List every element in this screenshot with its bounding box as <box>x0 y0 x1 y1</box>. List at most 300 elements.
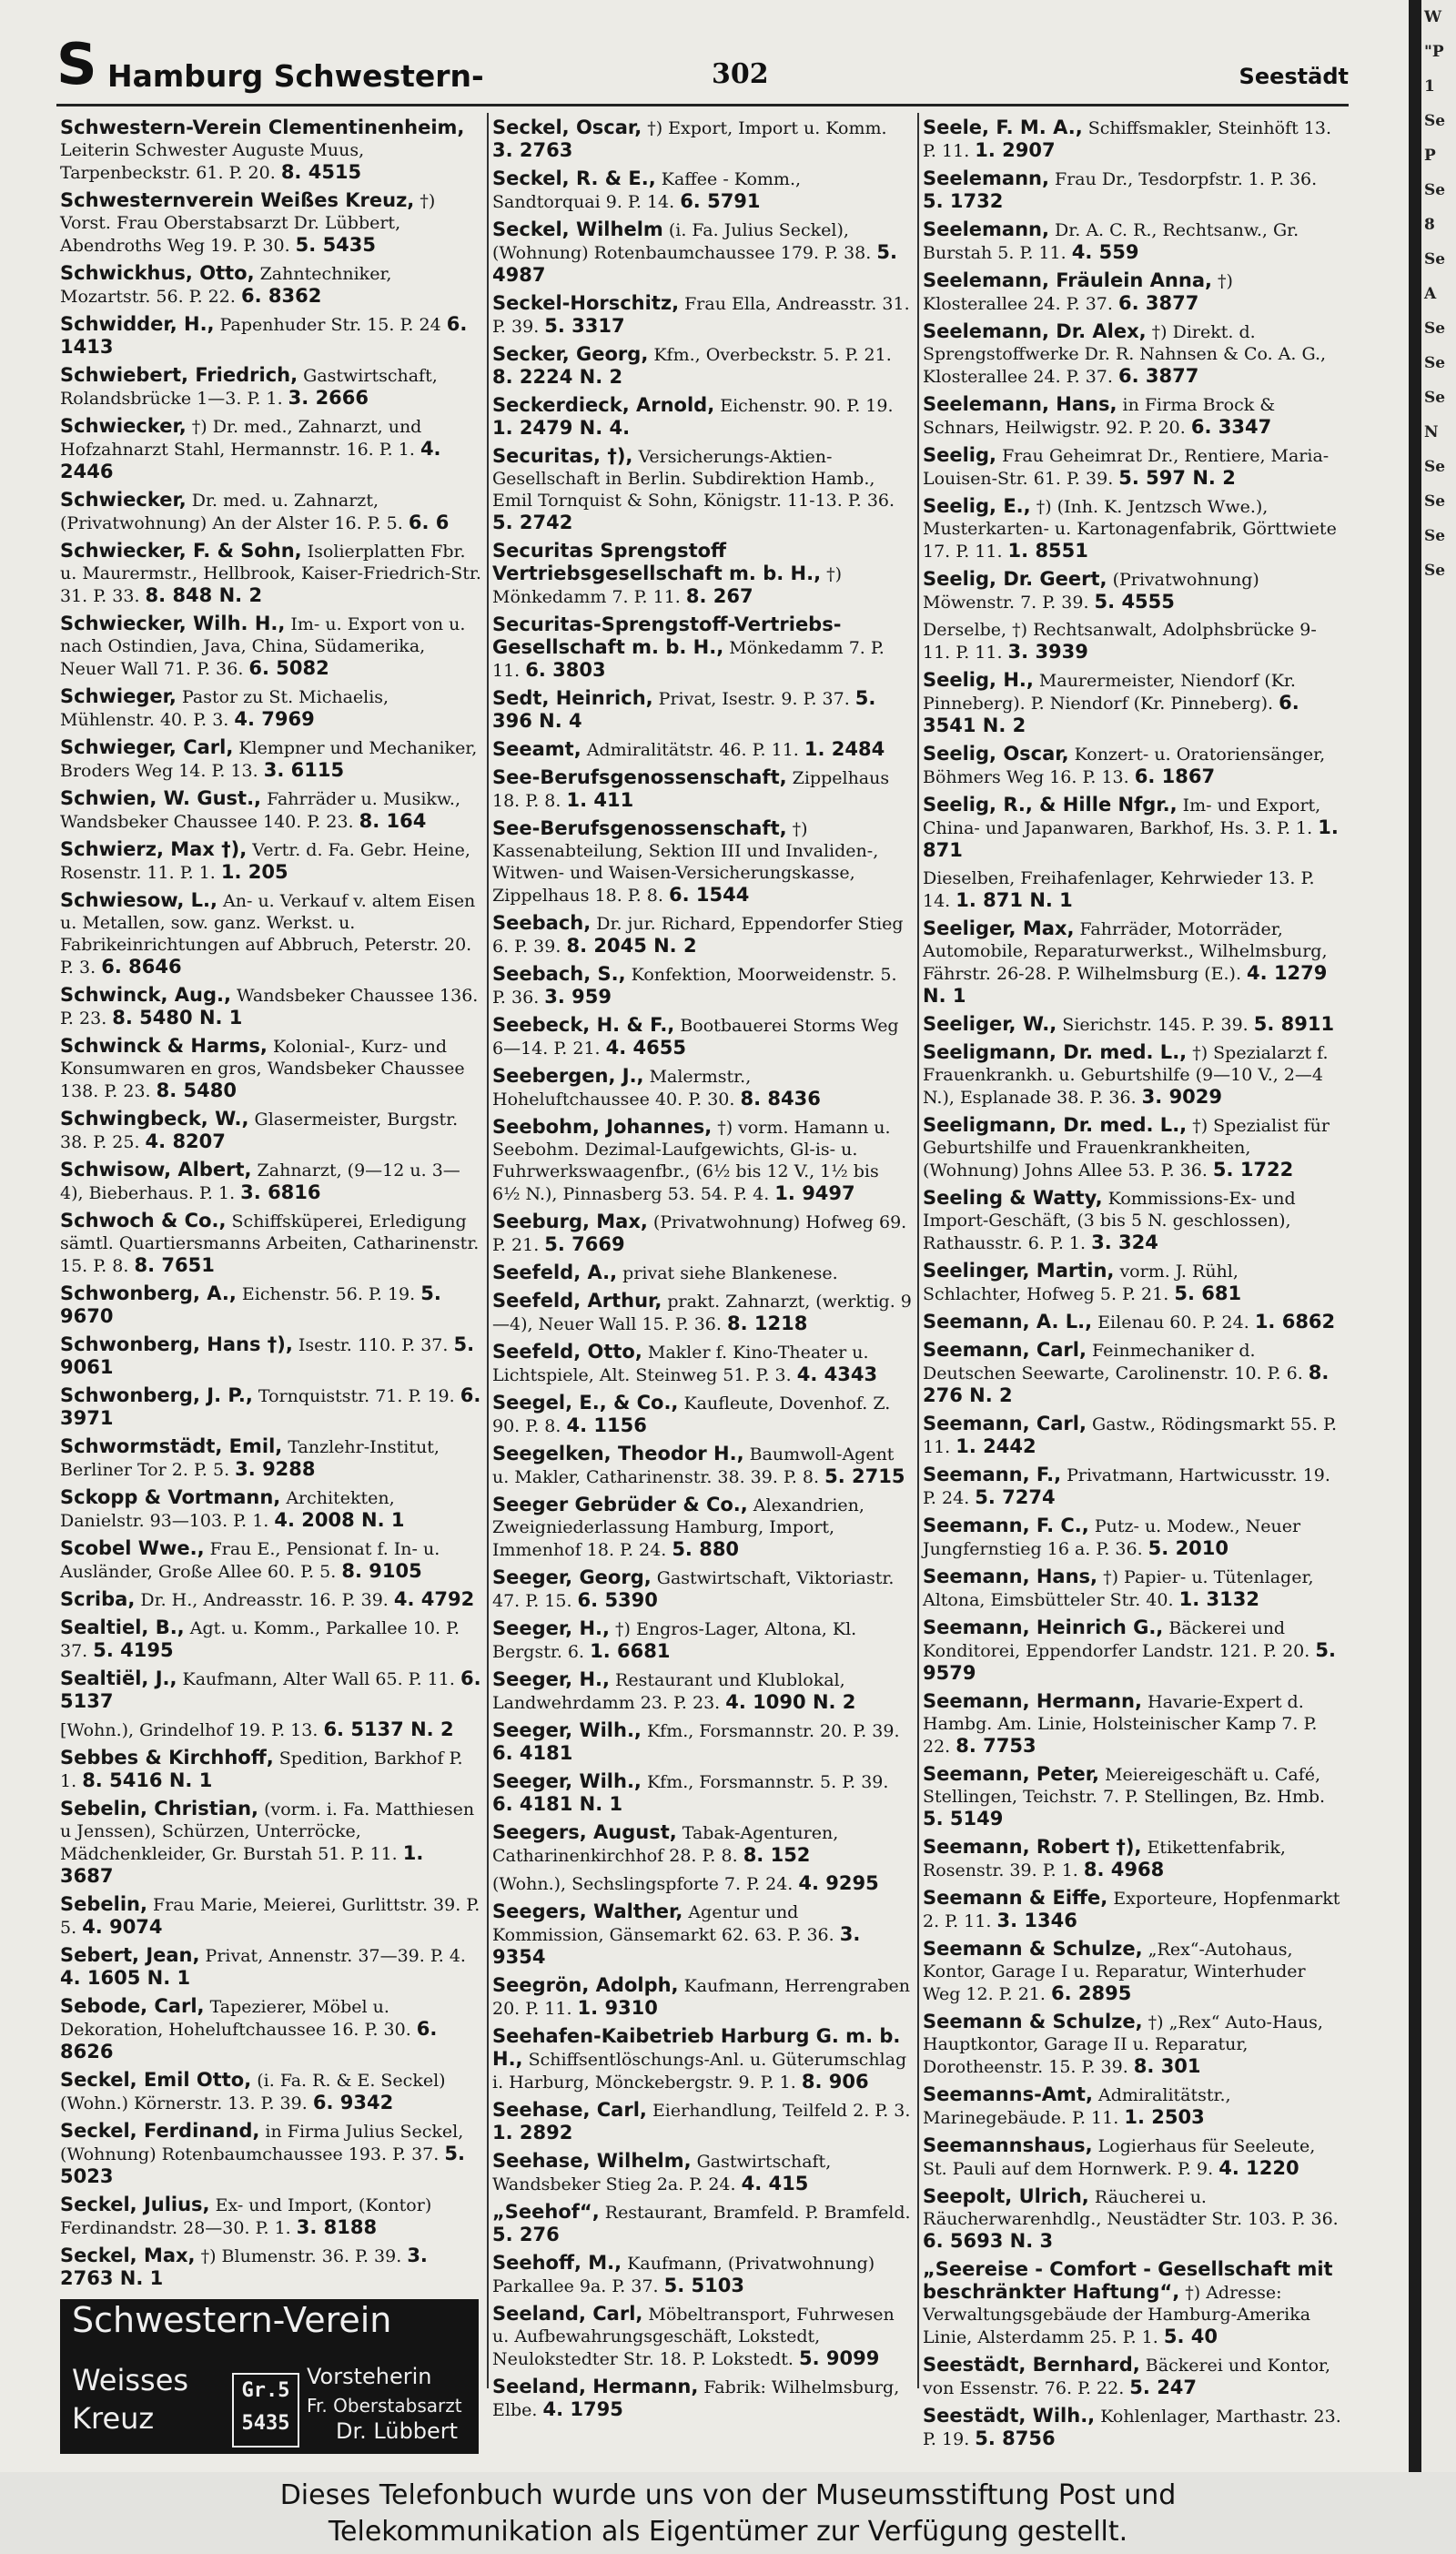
entry-name: Securitas Sprengstoff Vertriebsgesellschaft m. b. H., <box>492 540 822 584</box>
directory-entry <box>923 1617 1342 1685</box>
entry-phone: 6. 8646 <box>101 956 182 978</box>
entry-name: Seckerdieck, Arnold, <box>492 394 715 416</box>
entry-details: Wandsbeker Chaussee 136. P. 23. <box>60 986 479 1029</box>
edge-fragment: Se <box>1424 112 1446 130</box>
directory-entry <box>923 1013 1342 1036</box>
directory-entry <box>60 2120 481 2188</box>
entry-details: Bäckerei und Konditorei, Eppendorfer Landstr. 121. P. 20. <box>923 1618 1310 1661</box>
entry-details: Maurermeister, Niendorf (Kr. Pinneberg). P. Niendorf (Kr. Pinneberg). <box>923 671 1296 714</box>
ad-line-1: Weisses <box>72 2363 189 2397</box>
entry-details: Tabak-Agenturen, Catharinenkirchhof 28. P. 8. <box>492 1823 839 1866</box>
directory-entry <box>60 1210 481 1277</box>
entry-name: Sealtiël, J., <box>60 1667 177 1689</box>
entry-phone: 6. 5137 <box>60 1667 481 1712</box>
entry-phone: 4. 7969 <box>234 708 315 730</box>
entry-name: Seefeld, Arthur, <box>492 1290 662 1312</box>
entry-name: Seeger, Georg, <box>492 1566 652 1588</box>
entry-phone: 6. 3971 <box>60 1384 481 1429</box>
entry-phone: 8. 276 N. 2 <box>923 1362 1330 1406</box>
entry-name: Seeland, Carl, <box>492 2303 643 2325</box>
entry-phone: 4. 4343 <box>796 1363 878 1385</box>
entry-details: Privat, Annenstr. 37—39. P. 4. <box>205 1946 466 1966</box>
entry-phone: 3. 9354 <box>492 1923 861 1968</box>
entry-details: Bäckerei und Kontor, von Essenstr. 76. P. 22. <box>923 2356 1331 2398</box>
entry-details: An- u. Verkauf v. altem Eisen u. Metallen, sow. ganz. Werkst. u. Fabrikeinrichtungen auf Abbruch, Peterstr. 20. P. 3. <box>60 891 476 978</box>
ad-phone-line-1: Gr.5 <box>241 2379 290 2402</box>
entry-details: †) Spezialarzt f. Frauenkrankh. u. Geburtshilfe (9—10 V., 2—4 N.), Esplanade 38. P. 36. <box>923 1043 1329 1108</box>
entry-phone: 8. 152 <box>743 1844 811 1866</box>
entry-phone: 4. 1156 <box>566 1414 647 1436</box>
entry-phone: 8. 5480 <box>156 1079 237 1101</box>
entry-details: Frau Dr., Tesdorpfstr. 1. P. 36. <box>1055 169 1318 189</box>
edge-fragment: W <box>1424 8 1442 26</box>
entry-phone: 4. 559 <box>1071 241 1139 263</box>
entry-details: prakt. Zahnarzt, (werktig. 9—4), Neuer Wall 15. P. 36. <box>492 1292 912 1334</box>
entry-phone: 6. 8626 <box>60 2018 438 2062</box>
entry-name: Schwonberg, A., <box>60 1282 237 1304</box>
entry-details: Spedition, Barkhof P. 1. <box>60 1748 463 1791</box>
entry-phone: 5. 9061 <box>60 1333 475 1378</box>
entry-details: Etikettenfabrik, Rosenstr. 39. P. 1. <box>923 1838 1286 1880</box>
entry-name: Sebelin, <box>60 1893 147 1915</box>
entry-phone: 8. 1218 <box>726 1312 808 1334</box>
header-left: Hamburg Schwestern- <box>107 58 484 94</box>
edge-fragment: P <box>1424 147 1436 165</box>
entry-phone: 5. 5103 <box>663 2275 744 2296</box>
entry-name: Schwingbeck, W., <box>60 1108 249 1130</box>
entry-details: Kaufmann, Alter Wall 65. P. 11. <box>182 1669 455 1689</box>
entry-name: Seelig, E., <box>923 495 1031 517</box>
entry-details: †) Blumenstr. 36. P. 39. <box>200 2246 402 2266</box>
entry-name: Seeligmann, Dr. med. L., <box>923 1114 1188 1136</box>
directory-entry <box>492 218 912 287</box>
entry-name: Sebbes & Kirchhoff, <box>60 1747 274 1769</box>
entry-details: Dr. A. C. R., Rechtsanw., Gr. Burstah 5. P. 11. <box>923 220 1299 263</box>
directory-entry <box>923 1515 1342 1560</box>
directory-entry <box>60 1282 481 1328</box>
directory-entry <box>60 117 481 184</box>
directory-entry <box>492 394 912 440</box>
entry-details: Eichenstr. 90. P. 19. <box>720 396 894 416</box>
directory-entry <box>60 1384 481 1430</box>
entry-phone: 1. 8551 <box>1007 540 1088 562</box>
edge-fragment: Se <box>1424 319 1446 338</box>
entry-phone: 4. 1279 N. 1 <box>923 962 1328 1007</box>
entry-phone: 5. 7274 <box>975 1486 1056 1508</box>
directory-entry <box>923 1464 1342 1509</box>
entry-phone: 3. 2666 <box>288 387 369 409</box>
directory-entry <box>60 1588 481 1611</box>
entry-phone: 6. 3803 <box>525 659 606 681</box>
entry-name: Schwisow, Albert, <box>60 1159 252 1181</box>
directory-entry <box>60 1486 481 1532</box>
directory-entry <box>60 489 481 534</box>
entry-details: Frau E., Pensionat f. In- u. Ausländer, Große Allee 60. P. 5. <box>60 1539 440 1582</box>
entry-details: Kfm., Overbeckstr. 5. P. 21. <box>653 345 892 365</box>
directory-entry <box>492 445 912 534</box>
ad-phone-box <box>232 2373 299 2448</box>
entry-name: Seeger, H., <box>492 1668 610 1690</box>
entry-phone: 5. 40 <box>1163 2326 1218 2347</box>
entry-name: Sealtiel, B., <box>60 1617 185 1638</box>
directory-entry <box>492 2376 912 2421</box>
entry-phone: 8. 2045 N. 2 <box>566 935 697 957</box>
entry-details: Im- u. Export von u. nach Ostindien, Java, China, Südamerika, Neuer Wall 71. P. 36. <box>60 614 466 679</box>
entry-phone: 3. 2763 N. 1 <box>60 2245 428 2289</box>
column-2 <box>487 113 917 2420</box>
entry-details: Räucherei u. Räucherwarenhdlg., Neustädter Str. 103. P. 36. <box>923 2187 1339 2229</box>
entry-phone: 6. 5390 <box>577 1589 658 1611</box>
entry-details: Frau Marie, Meierei, Gurlittstr. 39. P. 5. <box>60 1895 480 1938</box>
entry-details: Ex- und Import, (Kontor) Ferdinandstr. 28—30. P. 1. <box>60 2195 432 2238</box>
entry-name: Seehafen-Kaibetrieb Harburg G. m. b. H., <box>492 2025 901 2070</box>
entry-name: Schwieger, <box>60 685 177 707</box>
entry-name: Seehase, Carl, <box>492 2099 647 2121</box>
entry-details: (i. Fa. R. & E. Seckel) (Wohn.) Körnerstr. 13. P. 39. <box>60 2071 446 2113</box>
entry-details: Admiralitätstr. 46. P. 11. <box>586 740 799 760</box>
entry-phone: 5. 9579 <box>923 1639 1336 1684</box>
entry-name: Seehoff, M., <box>492 2252 622 2274</box>
directory-entry <box>492 738 912 761</box>
entry-details: Makler f. Kino-Theater u. Lichtspiele, Alt. Steinweg 51. P. 3. <box>492 1343 869 1385</box>
entry-name: Seestädt, Bernhard, <box>923 2354 1140 2376</box>
entry-details: Dr. med. u. Zahnarzt, (Privatwohnung) An der Alster 16. P. 5. <box>60 491 403 533</box>
entry-details: Dieselben, Freihafenlager, Kehrwieder 13. P. 14. <box>923 868 1315 911</box>
entry-phone: 5. 681 <box>1174 1282 1242 1304</box>
column-1 <box>56 113 487 2444</box>
entry-phone: 5. 396 N. 4 <box>492 687 876 732</box>
entry-phone: 5. 1732 <box>923 190 1004 212</box>
directory-entry <box>492 2099 912 2144</box>
directory-entry <box>923 117 1342 162</box>
entry-phone: 5. 7669 <box>544 1233 625 1255</box>
advertisement-box <box>60 2299 479 2454</box>
entry-phone: 4. 2008 N. 1 <box>274 1509 405 1531</box>
entry-phone: 5. 247 <box>1129 2377 1198 2398</box>
directory-entry <box>60 984 481 1029</box>
ad-right-3: Dr. Lübbert <box>336 2418 459 2444</box>
entry-phone: 6. 1544 <box>668 884 750 906</box>
entry-details: (Privatwohnung) Möwenstr. 7. P. 39. <box>923 570 1259 613</box>
directory-entry <box>923 1938 1342 2005</box>
entry-details: (Privatwohnung) Hofweg 69. P. 21. <box>492 1212 907 1255</box>
entry-name: Seelig, Dr. Geert, <box>923 568 1107 590</box>
directory-entry <box>60 189 481 257</box>
directory-entry <box>923 568 1342 613</box>
entry-details: Agentur und Kommission, Gänsemarkt 62. 63. P. 36. <box>492 1902 834 1945</box>
directory-entry <box>923 917 1342 1008</box>
directory-entry <box>923 1114 1342 1181</box>
directory-entry <box>492 963 912 1008</box>
entry-details: †) Direkt. d. Sprengstoffwerke Dr. R. Nahnsen & Co. A. G., Klosterallee 24. P. 37. <box>923 322 1327 387</box>
entry-phone: 6. 5693 N. 3 <box>923 2230 1054 2252</box>
entry-name: Seemann, Hans, <box>923 1566 1098 1587</box>
entry-details: Gastwirtschaft, Rolandsbrücke 1—3. P. 1. <box>60 366 438 409</box>
directory-entry <box>492 613 912 682</box>
directory-entry <box>492 167 912 213</box>
entry-name: Seehase, Wilhelm, <box>492 2150 692 2172</box>
entry-name: Seegel, E., & Co., <box>492 1392 679 1414</box>
directory-entry <box>60 1159 481 1204</box>
entry-details: Havarie-Expert d. Hambg. Am. Linie, Holsteinischer Kamp 7. P. 22. <box>923 1692 1318 1757</box>
entry-phone: 4. 1220 <box>1218 2157 1299 2179</box>
entry-phone: 6. 5791 <box>680 190 761 212</box>
entry-name: Seckel, Ferdinand, <box>60 2120 260 2142</box>
entry-details: Isestr. 110. P. 37. <box>298 1335 449 1355</box>
entry-name: Schwierz, Max †), <box>60 838 248 860</box>
entry-name: Seemann & Eiffe, <box>923 1887 1108 1909</box>
entry-name: Sedt, Heinrich, <box>492 687 653 709</box>
directory-entry <box>60 2069 481 2114</box>
entry-name: Seemann, Robert †), <box>923 1836 1142 1858</box>
entry-name: Seemann, Carl, <box>923 1413 1087 1434</box>
ad-line-2: Kreuz <box>72 2401 155 2436</box>
directory-entry <box>60 685 481 731</box>
entry-phone: 5. 5023 <box>60 2143 465 2187</box>
directory-entry <box>923 1690 1342 1758</box>
directory-entry <box>923 1339 1342 1407</box>
entry-details: Konfektion, Moorweidenstr. 5. P. 36. <box>492 965 897 1008</box>
entry-name: Seeger Gebrüder & Co., <box>492 1494 748 1515</box>
entry-phone: 1. 9497 <box>774 1182 855 1204</box>
entry-name: Schwien, W. Gust., <box>60 787 262 809</box>
directory-entry <box>923 167 1342 213</box>
entry-name: Seeling & Watty, <box>923 1187 1103 1209</box>
header-letter: S <box>56 31 97 97</box>
entry-phone: 1. 205 <box>220 861 288 883</box>
entry-phone: 5. 597 N. 2 <box>1118 467 1236 489</box>
entry-details: Agt. u. Komm., Parkallee 10. P. 37. <box>60 1618 460 1661</box>
entry-phone: 6. 6 <box>408 512 450 533</box>
entry-details: Putz- u. Modew., Neuer Jungfernstieg 16 a. P. 36. <box>923 1516 1301 1559</box>
entry-details: Zahnarzt, (9—12 u. 3—4), Bieberhaus. P. 1. <box>60 1160 460 1203</box>
entry-name: Seelemann, Fräulein Anna, <box>923 269 1212 291</box>
entry-phone: 3. 9029 <box>1141 1086 1223 1108</box>
entry-phone: 3. 6816 <box>240 1181 321 1203</box>
entry-details: Fahrräder, Motorräder, Automobile, Reparaturwerkst., Wilhelmsburg, Fährstr. 26-28. P. Wilhelmsburg (E.). <box>923 919 1328 984</box>
directory-entry <box>60 1747 481 1792</box>
entry-details: Meiereigeschäft u. Café, Stellingen, Teichstr. 7. P. Stellingen, Bz. Hmb. <box>923 1765 1326 1807</box>
entry-phone: 8. 4515 <box>280 161 362 183</box>
directory-entry <box>60 1893 481 1939</box>
directory-entry <box>923 218 1342 264</box>
directory-entry <box>492 1668 912 1714</box>
entry-phone: 8. 7651 <box>134 1254 215 1276</box>
entry-name: Seebergen, J., <box>492 1065 644 1087</box>
entry-details: †) Papier- u. Tütenlager, Altona, Eimsbütteler Str. 40. <box>923 1567 1314 1610</box>
entry-phone: 8. 9105 <box>341 1560 422 1582</box>
directory-entry <box>60 415 481 483</box>
directory-entry <box>492 2303 912 2370</box>
directory-entry <box>923 2258 1342 2348</box>
footer <box>0 2472 1456 2554</box>
entry-details: Zahntechniker, Mozartstr. 56. P. 22. <box>60 264 392 307</box>
entry-phone: 6. 1413 <box>60 313 468 358</box>
directory-entry <box>923 393 1342 439</box>
entry-details: †) Vorst. Frau Oberstabsarzt Dr. Lübbert, Abendroths Weg 19. P. 30. <box>60 191 436 256</box>
entry-details: Exporteure, Hopfenmarkt 2. P. 11. <box>923 1889 1340 1931</box>
entry-phone: 5. 276 <box>492 2224 560 2245</box>
edge-fragment: Se <box>1424 354 1446 372</box>
entry-name: Schwiesow, L., <box>60 889 217 911</box>
directory-entry <box>923 1260 1342 1305</box>
entry-details: Zippelhaus 18. P. 8. <box>492 768 890 811</box>
entry-details: Gastwirtschaft, Viktoriastr. 47. P. 15. <box>492 1568 895 1611</box>
directory-entry <box>923 794 1342 862</box>
entry-phone: 1. 9310 <box>577 1997 658 2019</box>
entry-details: Möbeltransport, Fuhrwesen u. Aufbewahrungsgeschäft, Lokstedt, Neulokstedter Str. 18. P. Lokstedt. <box>492 2305 895 2369</box>
entry-phone: 8. 164 <box>359 810 427 832</box>
page-number: 302 <box>712 58 769 90</box>
entry-phone: 5. 9670 <box>60 1282 441 1327</box>
entry-name: Seeland, Hermann, <box>492 2376 699 2397</box>
ad-right-1: Vorsteherin <box>307 2364 432 2389</box>
entry-details: in Firma Brock & Schnars, Heilwigstr. 92. P. 20. <box>923 395 1276 438</box>
entry-name: Seckel, Julius, <box>60 2194 210 2215</box>
entry-details: Leiterin Schwester Auguste Muus, Tarpenbeckstr. 61. P. 20. <box>60 140 365 183</box>
directory-entry <box>60 364 481 410</box>
directory-entry <box>492 1392 912 1437</box>
entry-name: Seeger, Wilh., <box>492 1770 642 1792</box>
entry-phone: 5. 5435 <box>295 234 377 256</box>
entry-details: †) Spezialist für Geburtshilfe und Frauenkrankheiten, (Wohnung) Johns Allee 53. P. 36. <box>923 1116 1330 1181</box>
entry-name: Seele, F. M. A., <box>923 117 1083 138</box>
directory-entry <box>492 117 912 162</box>
entry-name: Seemanns-Amt, <box>923 2083 1093 2105</box>
entry-name: Seeligmann, Dr. med. L., <box>923 1041 1188 1063</box>
entry-details: Klempner und Mechaniker, Broders Weg 14. P. 13. <box>60 738 478 781</box>
entry-details: [Wohn.), Grindelhof 19. P. 13. <box>60 1720 318 1740</box>
entry-name: Schwiecker, <box>60 489 187 511</box>
entry-name: Schwickhus, Otto, <box>60 262 255 284</box>
directory-entry <box>492 687 912 733</box>
entry-details: (i. Fa. Julius Seckel), (Wohnung) Rotenbaumchaussee 179. P. 38. <box>492 220 872 263</box>
entry-name: Seemann, A. L., <box>923 1311 1093 1333</box>
entry-name: Seegers, Walther, <box>492 1900 683 1922</box>
directory-entry <box>60 1537 481 1583</box>
entry-name: Seefeld, Otto, <box>492 1341 642 1363</box>
entry-phone: 6. 3877 <box>1117 292 1199 314</box>
entry-name: Seckel-Horschitz, <box>492 292 680 314</box>
entry-details: Kohlenlager, Marthastr. 23. P. 19. <box>923 2407 1341 2449</box>
entry-phone: 3. 8188 <box>296 2216 378 2238</box>
entry-name: Schwinck, Aug., <box>60 984 231 1006</box>
directory-entry <box>923 619 1342 664</box>
entry-phone: 6. 2895 <box>1050 1982 1132 2004</box>
entry-phone: 1. 2479 N. 4. <box>492 417 631 439</box>
entry-phone: 5. 9099 <box>799 2347 880 2369</box>
edge-fragment: 1 <box>1424 77 1435 96</box>
directory-entry <box>923 1763 1342 1830</box>
entry-phone: 5. 8911 <box>1253 1013 1335 1035</box>
directory-entry <box>492 766 912 812</box>
directory-entry <box>492 1821 912 1867</box>
entry-details: privat siehe Blankenese. <box>622 1263 838 1283</box>
entry-details: †) Klosterallee 24. P. 37. <box>923 271 1233 314</box>
entry-phone: 1. 2907 <box>975 139 1056 161</box>
entry-details: Kaffee - Komm., Sandtorquai 9. P. 14. <box>492 169 802 212</box>
entry-phone: 4. 4792 <box>393 1588 475 1610</box>
entry-phone: 3. 3939 <box>1007 641 1088 663</box>
entry-name: Seemann & Schulze, <box>923 2011 1143 2032</box>
entry-name: Seegers, August, <box>492 1821 677 1843</box>
entry-name: Seefeld, A., <box>492 1262 618 1283</box>
column-3 <box>917 113 1348 2449</box>
entry-details: Tanzlehr-Institut, Berliner Tor 2. P. 5. <box>60 1437 440 1480</box>
directory-entry <box>492 540 912 608</box>
directory-entry <box>60 1435 481 1481</box>
directory-entry <box>923 2134 1342 2180</box>
directory-entry <box>923 1836 1342 1881</box>
entry-name: „Seereise - Comfort - Gesellschaft mit beschränkter Haftung“, <box>923 2258 1333 2303</box>
entry-name: Scobel Wwe., <box>60 1537 205 1559</box>
entry-details: Isolierplatten Fbr. u. Maurermstr., Hellbrook, Kaiser-Friedrich-Str. 31. P. 33. <box>60 542 481 606</box>
entry-details: Derselbe, †) Rechtsanwalt, Adolphsbrücke 9-11. P. 11. <box>923 620 1317 663</box>
directory-entry <box>492 1211 912 1256</box>
entry-phone: 6. 8362 <box>240 285 322 307</box>
entry-details: Feinmechaniker d. Deutschen Seewarte, Carolinenstr. 10. P. 6. <box>923 1341 1303 1383</box>
entry-phone: 1. 3687 <box>60 1842 424 1887</box>
entry-phone: 3. 9288 <box>235 1458 316 1480</box>
edge-fragment: Se <box>1424 562 1446 580</box>
entry-name: Seemann, F. C., <box>923 1515 1089 1536</box>
next-page-strip <box>1421 0 1456 2472</box>
entry-details: Privat, Isestr. 9. P. 37. <box>658 689 850 709</box>
entry-name: Schwiecker, Wilh. H., <box>60 613 286 634</box>
entry-details: †) vorm. Hamann u. Seebohm. Dezimal-Laufgewichts, Gl-is- u. Fuhrwerkswaagenfbr., (6½ bis 12 V., 1½ bis 6½ N.), Pinnasberg 53. 54. P. 4. <box>492 1118 891 1204</box>
entry-phone: 6. 9342 <box>312 2092 394 2113</box>
entry-name: Seebach, <box>492 912 592 934</box>
entry-phone: 5. 4987 <box>492 241 897 286</box>
entry-phone: 4. 1090 N. 2 <box>725 1691 856 1713</box>
directory-entry <box>923 269 1342 315</box>
ad-title: Schwestern-Verein <box>72 2300 392 2340</box>
entry-details: †) Engros-Lager, Altona, Kl. Bergstr. 6. <box>492 1619 857 1662</box>
directory-entry <box>492 343 912 389</box>
entry-phone: 4. 1605 N. 1 <box>60 1967 191 1989</box>
entry-phone: 1. 6681 <box>590 1640 671 1662</box>
entry-name: Schwinck & Harms, <box>60 1035 268 1057</box>
entry-name: Seelig, Oscar, <box>923 743 1069 765</box>
ad-right-2: Fr. Oberstabsarzt <box>307 2395 462 2417</box>
directory-entry <box>60 1108 481 1153</box>
entry-details: Bootbauerei Storms Weg 6—14. P. 21. <box>492 1016 899 1059</box>
directory-entry <box>492 1341 912 1386</box>
directory-entry <box>60 262 481 308</box>
directory-entry <box>492 1900 912 1969</box>
directory-entry <box>923 1187 1342 1254</box>
entry-name: Seemann, F., <box>923 1464 1062 1485</box>
entry-phone: 5. 8756 <box>975 2427 1056 2449</box>
directory-entry <box>60 1333 481 1379</box>
entry-phone: 8. 906 <box>801 2071 869 2093</box>
entry-details: Kfm., Forsmannstr. 5. P. 39. <box>646 1772 889 1792</box>
entry-name: Seemann, Hermann, <box>923 1690 1142 1712</box>
entry-details: †) (Inh. K. Jentzsch Wwe.), Musterkarten- u. Kartonagenfabrik, Görttwiete 17. P. 11. <box>923 497 1337 562</box>
entry-details: Eilenau 60. P. 24. <box>1097 1312 1249 1333</box>
entry-details: Dr. jur. Richard, Eppendorfer Stieg 6. P. 39. <box>492 914 904 957</box>
directory-entry <box>492 1770 912 1816</box>
entry-name: Seelinger, Martin, <box>923 1260 1115 1282</box>
entry-phone: 3. 959 <box>544 986 612 1008</box>
entry-phone: 3. 1346 <box>996 1910 1077 1931</box>
entry-phone: 5. 880 <box>672 1538 740 1560</box>
directory-entry <box>60 1944 481 1990</box>
edge-fragment: Se <box>1424 389 1446 407</box>
entry-phone: 5. 3317 <box>544 315 625 337</box>
entry-name: Sebert, Jean, <box>60 1944 200 1966</box>
entry-name: Seegelken, Theodor H., <box>492 1443 744 1464</box>
